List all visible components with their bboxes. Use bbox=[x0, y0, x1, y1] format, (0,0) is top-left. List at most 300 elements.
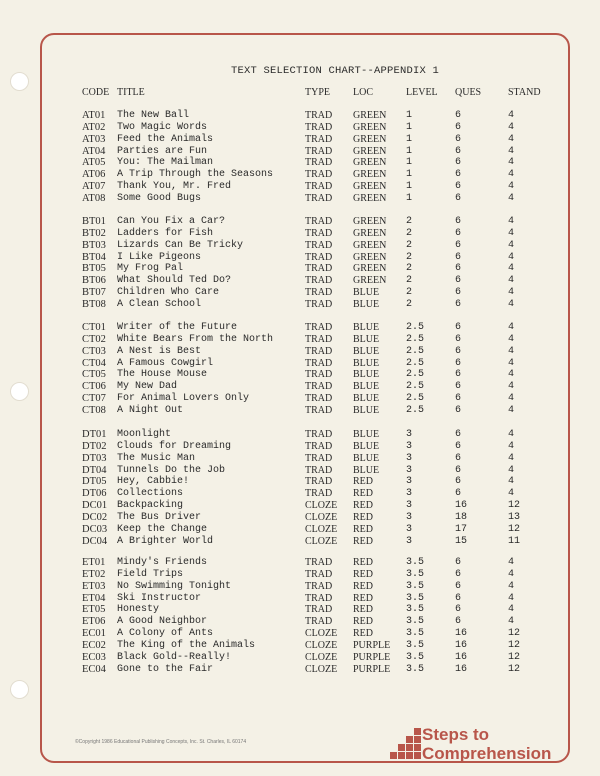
cell-code: DC03 bbox=[82, 523, 108, 535]
cell-loc: RED bbox=[353, 628, 373, 640]
cell-level: 3.5 bbox=[406, 616, 425, 628]
cell-code: CT03 bbox=[82, 345, 106, 357]
cell-code: DC01 bbox=[82, 500, 108, 512]
cell-loc: PURPLE bbox=[353, 640, 391, 651]
cell-stand: 4 bbox=[508, 251, 515, 263]
cell-loc: RED bbox=[353, 604, 373, 616]
cell-code: DT01 bbox=[82, 429, 107, 440]
column-header-title: TITLE bbox=[117, 87, 145, 98]
cell-title: Feed the Animals bbox=[117, 133, 214, 145]
cell-title: A Trip Through the Seasons bbox=[117, 169, 274, 181]
cell-stand: 4 bbox=[508, 393, 515, 405]
cell-stand: 4 bbox=[508, 169, 515, 181]
cell-level: 3 bbox=[406, 511, 413, 523]
cell-ques: 6 bbox=[455, 287, 462, 299]
cell-level: 1 bbox=[406, 157, 413, 169]
binder-hole-bottom bbox=[10, 680, 29, 699]
cell-title: Mindy's Friends bbox=[117, 557, 208, 568]
cell-type: TRAD bbox=[305, 568, 333, 580]
cell-type: TRAD bbox=[305, 145, 333, 157]
cell-ques: 6 bbox=[455, 429, 462, 440]
cell-loc: BLUE bbox=[353, 452, 380, 464]
cell-ques: 6 bbox=[455, 440, 462, 452]
cell-type: TRAD bbox=[305, 333, 333, 345]
cell-stand: 4 bbox=[508, 464, 515, 476]
cell-stand: 12 bbox=[508, 651, 521, 663]
cell-code: DT05 bbox=[82, 476, 107, 488]
page-title: TEXT SELECTION CHART--APPENDIX 1 bbox=[230, 65, 440, 77]
cell-level: 2.5 bbox=[406, 369, 425, 381]
cell-loc: RED bbox=[353, 488, 373, 500]
cell-ques: 16 bbox=[455, 500, 468, 512]
cell-loc: BLUE bbox=[353, 440, 380, 452]
cell-level: 3 bbox=[406, 429, 413, 440]
cell-level: 3 bbox=[406, 440, 413, 452]
cell-level: 2 bbox=[406, 216, 413, 227]
cell-loc: RED bbox=[353, 535, 373, 547]
cell-title: Ski Instructor bbox=[117, 592, 202, 604]
cell-title: What Should Ted Do? bbox=[117, 275, 232, 287]
cell-title: A Nest is Best bbox=[117, 345, 202, 357]
cell-title: The Bus Driver bbox=[117, 511, 202, 523]
cell-stand: 4 bbox=[508, 429, 515, 440]
cell-level: 3.5 bbox=[406, 628, 425, 640]
cell-level: 2.5 bbox=[406, 345, 425, 357]
cell-ques: 6 bbox=[455, 239, 462, 251]
cell-stand: 4 bbox=[508, 239, 515, 251]
cell-loc: RED bbox=[353, 592, 373, 604]
cell-level: 3.5 bbox=[406, 651, 425, 663]
cell-code: DC04 bbox=[82, 535, 108, 547]
cell-loc: GREEN bbox=[353, 263, 387, 275]
cell-level: 1 bbox=[406, 121, 413, 133]
cell-title: For Animal Lovers Only bbox=[117, 393, 250, 405]
cell-level: 3.5 bbox=[406, 640, 425, 651]
cell-level: 2 bbox=[406, 239, 413, 251]
cell-ques: 6 bbox=[455, 157, 462, 169]
cell-loc: GREEN bbox=[353, 239, 387, 251]
cell-stand: 11 bbox=[508, 535, 521, 547]
cell-ques: 6 bbox=[455, 592, 462, 604]
binder-hole-middle bbox=[10, 382, 29, 401]
cell-stand: 4 bbox=[508, 604, 515, 616]
cell-code: ET02 bbox=[82, 568, 106, 580]
cell-loc: BLUE bbox=[353, 357, 380, 369]
cell-loc: GREEN bbox=[353, 216, 387, 227]
cell-level: 1 bbox=[406, 145, 413, 157]
cell-title: Hey, Cabbie! bbox=[117, 476, 190, 488]
cell-title: Children Who Care bbox=[117, 287, 220, 299]
cell-ques: 6 bbox=[455, 121, 462, 133]
cell-level: 2.5 bbox=[406, 381, 425, 393]
cell-stand: 4 bbox=[508, 275, 515, 287]
cell-loc: GREEN bbox=[353, 169, 387, 181]
cell-type: TRAD bbox=[305, 287, 333, 299]
copyright-notice: ©Copyright 1986 Educational Publishing Concepts, Inc. St. Charles, IL 60174 bbox=[75, 739, 247, 745]
cell-type: TRAD bbox=[305, 121, 333, 133]
cell-code: AT02 bbox=[82, 121, 106, 133]
cell-code: CT01 bbox=[82, 322, 106, 333]
cell-ques: 16 bbox=[455, 640, 468, 651]
cell-loc: RED bbox=[353, 557, 373, 568]
cell-ques: 6 bbox=[455, 393, 462, 405]
cell-ques: 6 bbox=[455, 476, 462, 488]
cell-type: TRAD bbox=[305, 429, 333, 440]
cell-ques: 6 bbox=[455, 488, 462, 500]
cell-title: A Good Neighbor bbox=[117, 616, 208, 628]
cell-level: 1 bbox=[406, 181, 413, 193]
cell-ques: 6 bbox=[455, 345, 462, 357]
cell-loc: RED bbox=[353, 568, 373, 580]
cell-code: CT02 bbox=[82, 333, 106, 345]
cell-level: 2.5 bbox=[406, 322, 425, 333]
cell-stand: 4 bbox=[508, 181, 515, 193]
cell-level: 1 bbox=[406, 133, 413, 145]
cell-code: ET06 bbox=[82, 616, 106, 628]
column-header-code: CODE bbox=[82, 87, 110, 98]
cell-type: TRAD bbox=[305, 488, 333, 500]
cell-title: A Famous Cowgirl bbox=[117, 357, 214, 369]
cell-loc: RED bbox=[353, 511, 373, 523]
cell-title: Field Trips bbox=[117, 568, 184, 580]
cell-title: Some Good Bugs bbox=[117, 192, 202, 204]
column-header-loc: LOC bbox=[353, 87, 373, 98]
column-header-level: LEVEL bbox=[406, 87, 438, 98]
cell-loc: BLUE bbox=[353, 298, 380, 310]
cell-stand: 4 bbox=[508, 121, 515, 133]
cell-stand: 12 bbox=[508, 640, 521, 651]
cell-ques: 6 bbox=[455, 227, 462, 239]
cell-stand: 12 bbox=[508, 500, 521, 512]
cell-title: Thank You, Mr. Fred bbox=[117, 181, 232, 193]
cell-title: Tunnels Do the Job bbox=[117, 464, 226, 476]
cell-loc: RED bbox=[353, 500, 373, 512]
cell-title: Backpacking bbox=[117, 500, 184, 512]
cell-loc: RED bbox=[353, 616, 373, 628]
cell-stand: 4 bbox=[508, 381, 515, 393]
cell-ques: 6 bbox=[455, 216, 462, 227]
cell-code: BT01 bbox=[82, 216, 106, 227]
cell-title: The Music Man bbox=[117, 452, 196, 464]
cell-title: Collections bbox=[117, 488, 184, 500]
cell-stand: 4 bbox=[508, 227, 515, 239]
cell-type: CLOZE bbox=[305, 511, 338, 523]
cell-type: TRAD bbox=[305, 181, 333, 193]
cell-level: 3.5 bbox=[406, 592, 425, 604]
cell-loc: GREEN bbox=[353, 275, 387, 287]
cell-ques: 6 bbox=[455, 404, 462, 416]
cell-code: BT06 bbox=[82, 275, 106, 287]
cell-stand: 4 bbox=[508, 110, 515, 121]
cell-title: A Clean School bbox=[117, 298, 202, 310]
cell-type: TRAD bbox=[305, 227, 333, 239]
cell-loc: PURPLE bbox=[353, 651, 391, 663]
cell-type: CLOZE bbox=[305, 663, 338, 675]
cell-stand: 4 bbox=[508, 357, 515, 369]
cell-code: DT04 bbox=[82, 464, 107, 476]
cell-stand: 12 bbox=[508, 663, 521, 675]
cell-stand: 4 bbox=[508, 369, 515, 381]
cell-stand: 4 bbox=[508, 133, 515, 145]
cell-level: 3 bbox=[406, 535, 413, 547]
cell-loc: GREEN bbox=[353, 133, 387, 145]
cell-ques: 16 bbox=[455, 663, 468, 675]
cell-type: CLOZE bbox=[305, 640, 338, 651]
cell-level: 2 bbox=[406, 275, 413, 287]
steps-logo-icon bbox=[388, 724, 422, 764]
cell-ques: 6 bbox=[455, 464, 462, 476]
cell-type: TRAD bbox=[305, 393, 333, 405]
cell-code: EC01 bbox=[82, 628, 106, 640]
cell-type: TRAD bbox=[305, 464, 333, 476]
cell-title: Black Gold--Really! bbox=[117, 651, 232, 663]
cell-stand: 4 bbox=[508, 476, 515, 488]
cell-loc: RED bbox=[353, 476, 373, 488]
cell-ques: 16 bbox=[455, 651, 468, 663]
cell-ques: 6 bbox=[455, 381, 462, 393]
cell-type: TRAD bbox=[305, 275, 333, 287]
cell-code: BT07 bbox=[82, 287, 106, 299]
cell-type: TRAD bbox=[305, 557, 333, 568]
cell-title: A Colony of Ants bbox=[117, 628, 214, 640]
cell-level: 1 bbox=[406, 169, 413, 181]
cell-type: CLOZE bbox=[305, 523, 338, 535]
cell-title: Clouds for Dreaming bbox=[117, 440, 232, 452]
cell-code: BT03 bbox=[82, 239, 106, 251]
cell-title: No Swimming Tonight bbox=[117, 580, 232, 592]
cell-title: Lizards Can Be Tricky bbox=[117, 239, 244, 251]
cell-level: 2 bbox=[406, 251, 413, 263]
cell-type: TRAD bbox=[305, 357, 333, 369]
cell-code: BT02 bbox=[82, 227, 106, 239]
cell-loc: GREEN bbox=[353, 192, 387, 204]
cell-stand: 4 bbox=[508, 322, 515, 333]
cell-code: AT08 bbox=[82, 192, 106, 204]
cell-level: 3 bbox=[406, 476, 413, 488]
cell-title: A Brighter World bbox=[117, 535, 214, 547]
cell-type: TRAD bbox=[305, 381, 333, 393]
cell-title: Parties are Fun bbox=[117, 145, 208, 157]
cell-title: Can You Fix a Car? bbox=[117, 216, 226, 227]
cell-ques: 6 bbox=[455, 110, 462, 121]
cell-ques: 6 bbox=[455, 568, 462, 580]
cell-ques: 6 bbox=[455, 616, 462, 628]
cell-loc: BLUE bbox=[353, 345, 380, 357]
cell-stand: 4 bbox=[508, 404, 515, 416]
cell-type: TRAD bbox=[305, 133, 333, 145]
cell-type: TRAD bbox=[305, 169, 333, 181]
cell-code: EC04 bbox=[82, 663, 106, 675]
cell-ques: 17 bbox=[455, 523, 468, 535]
cell-code: CT04 bbox=[82, 357, 106, 369]
cell-level: 2 bbox=[406, 227, 413, 239]
cell-title: Moonlight bbox=[117, 429, 172, 440]
cell-code: CT06 bbox=[82, 381, 106, 393]
cell-loc: RED bbox=[353, 580, 373, 592]
cell-type: TRAD bbox=[305, 592, 333, 604]
cell-ques: 6 bbox=[455, 369, 462, 381]
cell-level: 3 bbox=[406, 500, 413, 512]
cell-type: CLOZE bbox=[305, 535, 338, 547]
cell-loc: GREEN bbox=[353, 251, 387, 263]
cell-type: TRAD bbox=[305, 604, 333, 616]
cell-code: AT01 bbox=[82, 110, 106, 121]
cell-code: AT04 bbox=[82, 145, 106, 157]
cell-level: 3 bbox=[406, 452, 413, 464]
cell-stand: 4 bbox=[508, 568, 515, 580]
cell-ques: 6 bbox=[455, 181, 462, 193]
cell-stand: 4 bbox=[508, 580, 515, 592]
cell-code: ET03 bbox=[82, 580, 106, 592]
cell-type: TRAD bbox=[305, 239, 333, 251]
cell-title: My Frog Pal bbox=[117, 263, 184, 275]
cell-stand: 4 bbox=[508, 616, 515, 628]
cell-code: EC02 bbox=[82, 640, 106, 651]
cell-type: CLOZE bbox=[305, 628, 338, 640]
cell-ques: 6 bbox=[455, 580, 462, 592]
cell-code: CT08 bbox=[82, 404, 106, 416]
cell-type: TRAD bbox=[305, 251, 333, 263]
cell-level: 2 bbox=[406, 298, 413, 310]
cell-loc: GREEN bbox=[353, 145, 387, 157]
cell-title: Ladders for Fish bbox=[117, 227, 214, 239]
cell-loc: GREEN bbox=[353, 121, 387, 133]
cell-stand: 4 bbox=[508, 333, 515, 345]
cell-stand: 4 bbox=[508, 488, 515, 500]
cell-ques: 6 bbox=[455, 145, 462, 157]
cell-title: Writer of the Future bbox=[117, 322, 238, 333]
cell-type: TRAD bbox=[305, 298, 333, 310]
cell-type: TRAD bbox=[305, 345, 333, 357]
cell-loc: GREEN bbox=[353, 181, 387, 193]
cell-code: ET01 bbox=[82, 557, 106, 568]
cell-ques: 6 bbox=[455, 322, 462, 333]
cell-type: TRAD bbox=[305, 216, 333, 227]
cell-loc: BLUE bbox=[353, 393, 380, 405]
cell-type: TRAD bbox=[305, 110, 333, 121]
cell-code: BT08 bbox=[82, 298, 106, 310]
cell-level: 3.5 bbox=[406, 568, 425, 580]
cell-type: TRAD bbox=[305, 157, 333, 169]
cell-level: 3.5 bbox=[406, 663, 425, 675]
cell-type: TRAD bbox=[305, 192, 333, 204]
cell-loc: BLUE bbox=[353, 333, 380, 345]
cell-ques: 6 bbox=[455, 452, 462, 464]
cell-stand: 12 bbox=[508, 523, 521, 535]
cell-stand: 4 bbox=[508, 557, 515, 568]
cell-code: DC02 bbox=[82, 511, 108, 523]
cell-stand: 4 bbox=[508, 192, 515, 204]
cell-loc: PURPLE bbox=[353, 663, 391, 675]
cell-title: I Like Pigeons bbox=[117, 251, 202, 263]
cell-stand: 4 bbox=[508, 145, 515, 157]
cell-ques: 6 bbox=[455, 604, 462, 616]
cell-ques: 6 bbox=[455, 333, 462, 345]
cell-loc: BLUE bbox=[353, 322, 380, 333]
cell-code: BT05 bbox=[82, 263, 106, 275]
cell-ques: 6 bbox=[455, 169, 462, 181]
cell-type: TRAD bbox=[305, 616, 333, 628]
cell-level: 3.5 bbox=[406, 580, 425, 592]
cell-title: The House Mouse bbox=[117, 369, 208, 381]
cell-code: EC03 bbox=[82, 651, 106, 663]
cell-code: AT06 bbox=[82, 169, 106, 181]
cell-type: TRAD bbox=[305, 404, 333, 416]
cell-type: TRAD bbox=[305, 322, 333, 333]
column-header-type: TYPE bbox=[305, 87, 330, 98]
cell-type: TRAD bbox=[305, 580, 333, 592]
cell-loc: BLUE bbox=[353, 381, 380, 393]
cell-code: ET05 bbox=[82, 604, 106, 616]
cell-stand: 4 bbox=[508, 157, 515, 169]
cell-loc: GREEN bbox=[353, 157, 387, 169]
cell-level: 3 bbox=[406, 464, 413, 476]
cell-ques: 6 bbox=[455, 192, 462, 204]
cell-loc: BLUE bbox=[353, 404, 380, 416]
cell-code: AT03 bbox=[82, 133, 106, 145]
logo-line-2: Comprehension bbox=[422, 744, 552, 763]
cell-type: TRAD bbox=[305, 476, 333, 488]
cell-ques: 6 bbox=[455, 557, 462, 568]
cell-stand: 4 bbox=[508, 216, 515, 227]
cell-type: TRAD bbox=[305, 263, 333, 275]
cell-stand: 4 bbox=[508, 345, 515, 357]
cell-title: You: The Mailman bbox=[117, 157, 214, 169]
cell-type: CLOZE bbox=[305, 500, 338, 512]
cell-stand: 13 bbox=[508, 511, 521, 523]
cell-stand: 4 bbox=[508, 592, 515, 604]
cell-loc: BLUE bbox=[353, 429, 380, 440]
column-header-stand: STAND bbox=[508, 87, 541, 98]
cell-stand: 4 bbox=[508, 298, 515, 310]
cell-ques: 6 bbox=[455, 275, 462, 287]
cell-loc: BLUE bbox=[353, 287, 380, 299]
cell-level: 2.5 bbox=[406, 393, 425, 405]
logo-line-1: Steps to bbox=[422, 725, 490, 744]
cell-title: Keep the Change bbox=[117, 523, 208, 535]
cell-code: AT07 bbox=[82, 181, 106, 193]
cell-code: AT05 bbox=[82, 157, 106, 169]
cell-type: TRAD bbox=[305, 440, 333, 452]
cell-loc: BLUE bbox=[353, 464, 380, 476]
cell-code: BT04 bbox=[82, 251, 106, 263]
cell-level: 3 bbox=[406, 488, 413, 500]
cell-level: 2.5 bbox=[406, 357, 425, 369]
cell-stand: 4 bbox=[508, 440, 515, 452]
cell-code: DT06 bbox=[82, 488, 107, 500]
brand-logo bbox=[388, 724, 578, 769]
cell-code: CT07 bbox=[82, 393, 106, 405]
cell-title: The New Ball bbox=[117, 110, 190, 121]
cell-code: CT05 bbox=[82, 369, 106, 381]
cell-code: ET04 bbox=[82, 592, 106, 604]
cell-title: White Bears From the North bbox=[117, 333, 274, 345]
cell-title: Honesty bbox=[117, 604, 160, 616]
cell-title: The King of the Animals bbox=[117, 640, 256, 651]
cell-loc: GREEN bbox=[353, 110, 387, 121]
cell-ques: 6 bbox=[455, 251, 462, 263]
cell-level: 2.5 bbox=[406, 333, 425, 345]
cell-stand: 12 bbox=[508, 628, 521, 640]
cell-level: 2 bbox=[406, 287, 413, 299]
cell-level: 2.5 bbox=[406, 404, 425, 416]
cell-title: Gone to the Fair bbox=[117, 663, 214, 675]
cell-loc: RED bbox=[353, 523, 373, 535]
cell-ques: 16 bbox=[455, 628, 468, 640]
cell-level: 3.5 bbox=[406, 557, 425, 568]
cell-code: DT02 bbox=[82, 440, 107, 452]
cell-level: 3.5 bbox=[406, 604, 425, 616]
